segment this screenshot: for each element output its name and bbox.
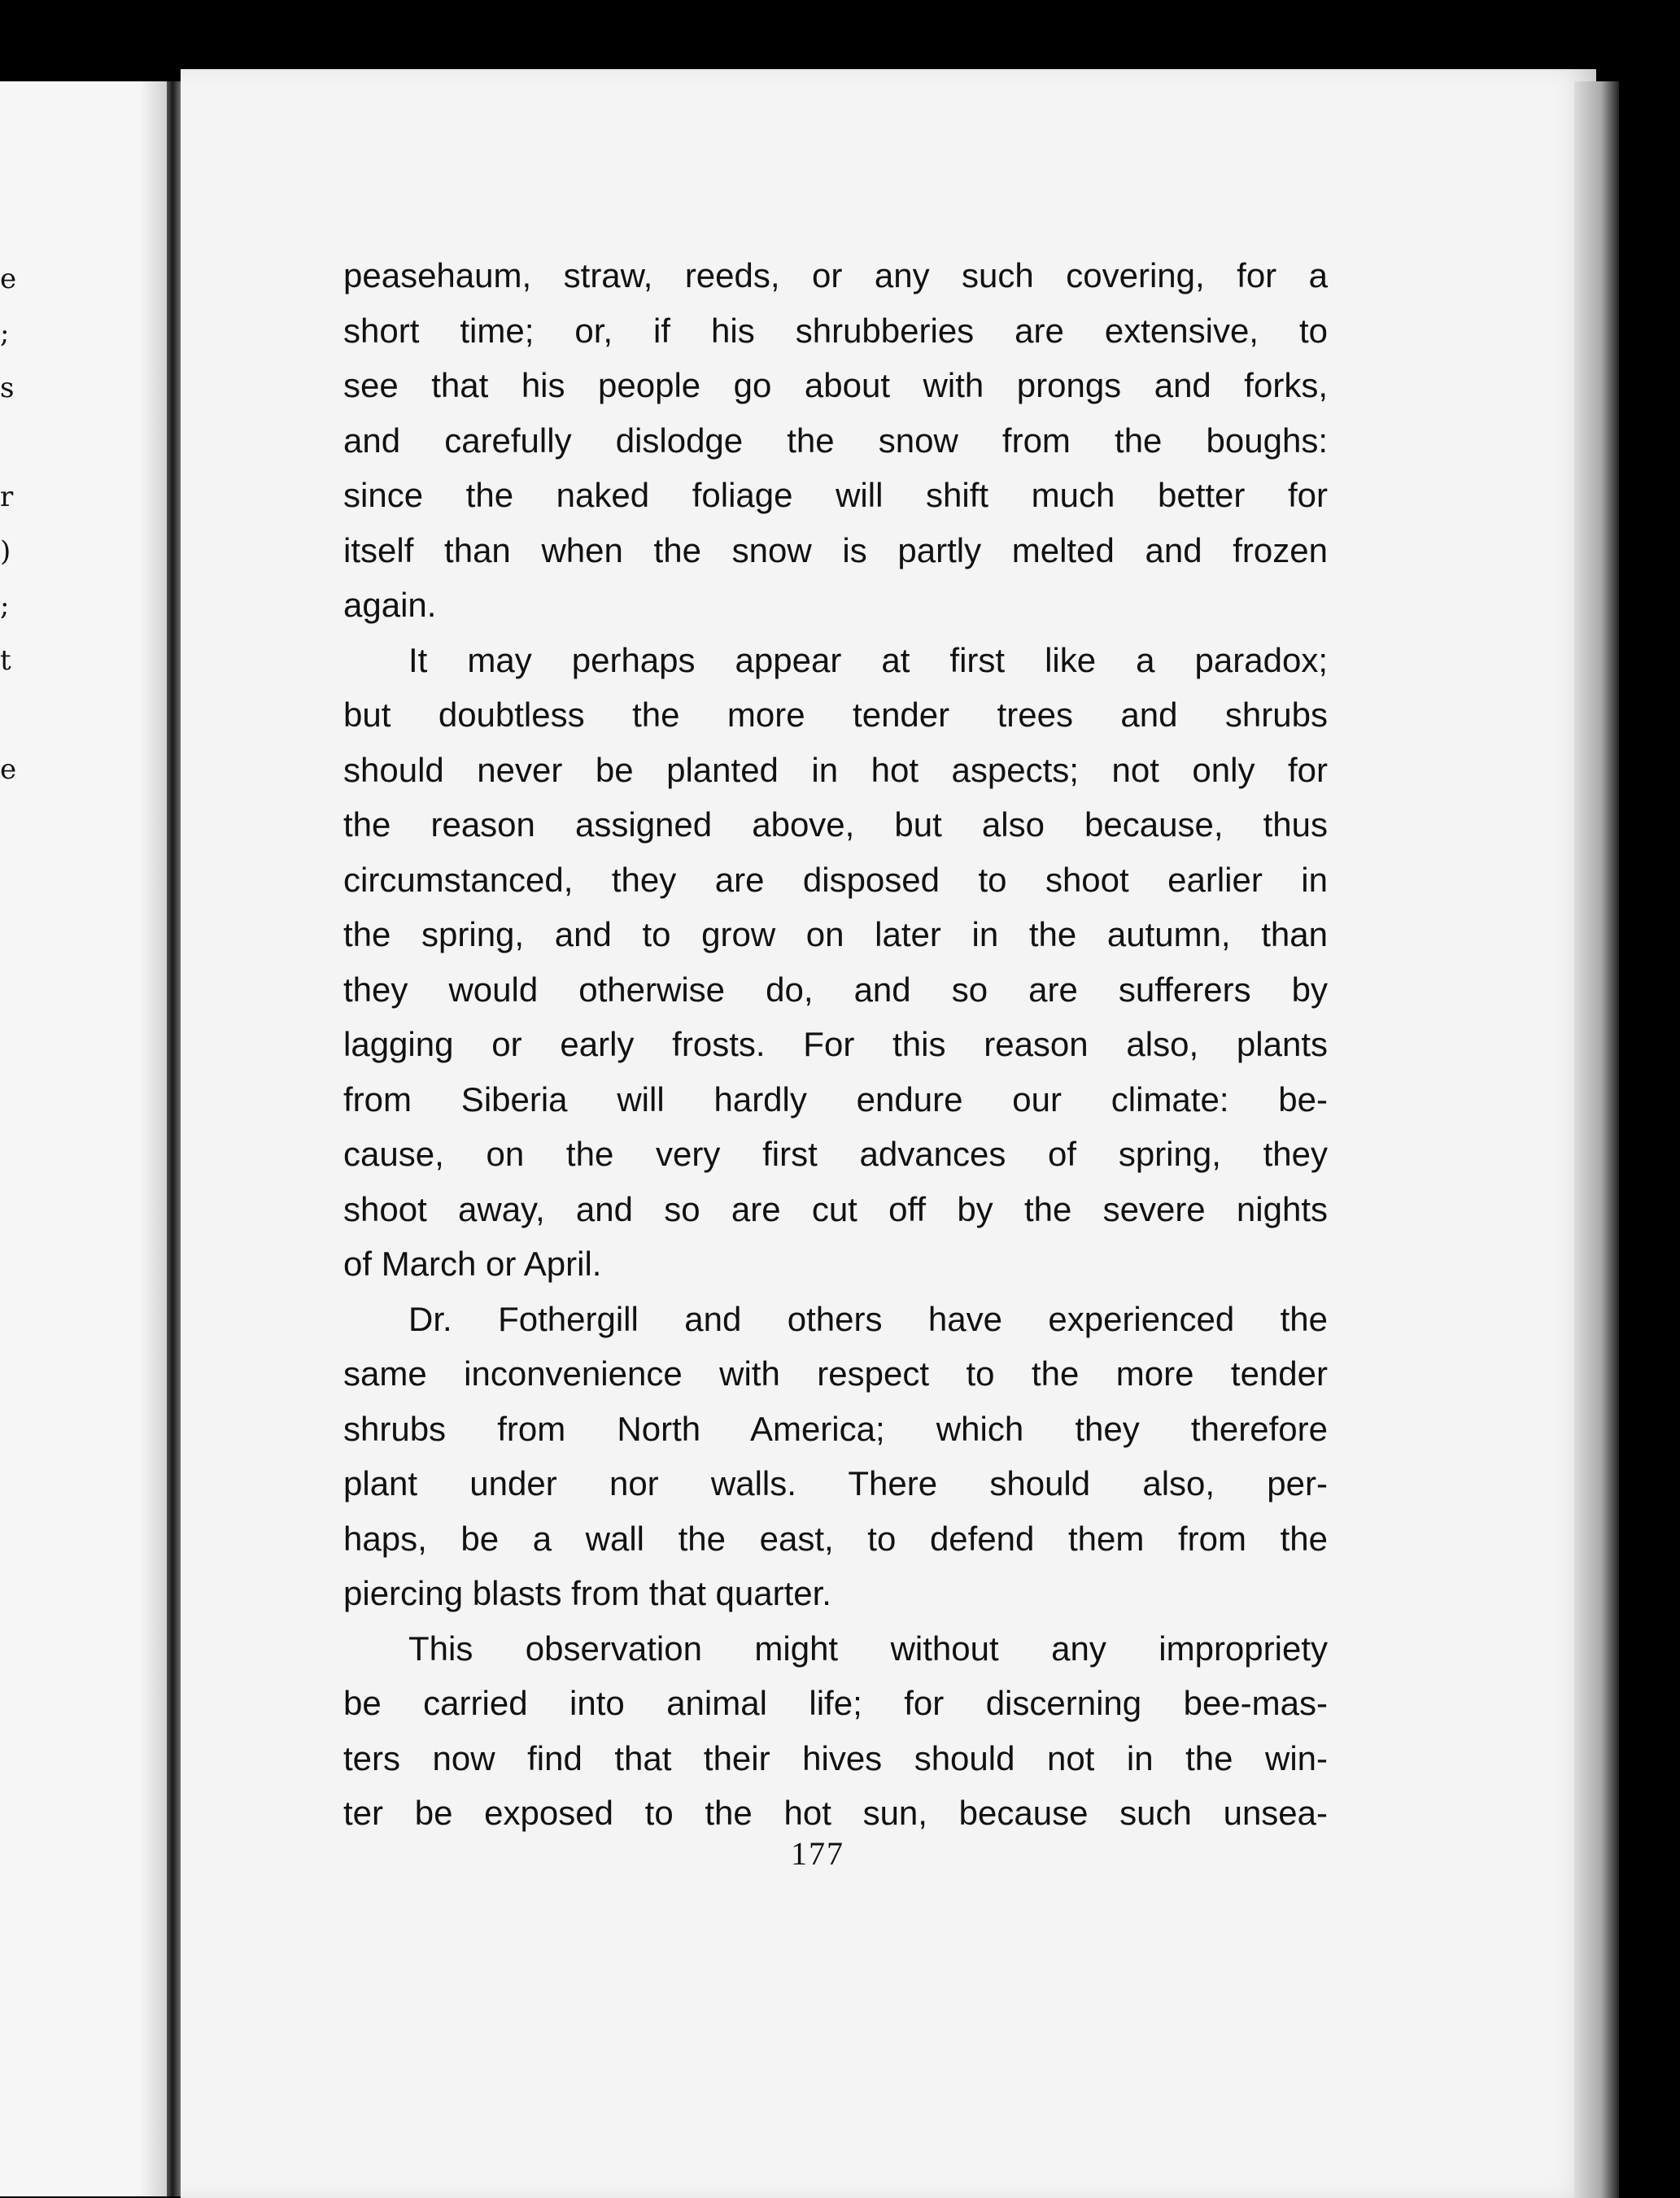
text-line: the spring, and to grow on later in the autumn, than xyxy=(343,915,1328,953)
text-line: ters now find that their hives should not in the win- xyxy=(343,1738,1328,1777)
page-fore-edge xyxy=(1574,81,1619,2198)
text-line: and carefully dislodge the snow from the boughs: xyxy=(343,421,1328,460)
text-line: again. xyxy=(343,586,437,624)
book-page xyxy=(181,69,1596,2198)
edge-char xyxy=(0,416,24,470)
text-line: the reason assigned above, but also because, thus xyxy=(343,805,1328,844)
previous-page-edge xyxy=(0,81,172,2196)
text-line: of March or April. xyxy=(343,1245,602,1283)
text-line: see that his people go about with prongs and forks, xyxy=(343,366,1328,404)
edge-char: e xyxy=(0,263,17,295)
text-line: they would otherwise do, and so are sufferers by xyxy=(343,970,1328,1009)
edge-char: ) xyxy=(0,535,11,568)
edge-char: r xyxy=(0,481,14,513)
text-line: from Siberia will hardly endure our climate: be- xyxy=(343,1079,1328,1119)
text-line: It may perhaps appear at first like a paradox; xyxy=(408,640,1328,679)
edge-char: t xyxy=(0,644,11,677)
text-line: plant under nor walls. There should also, per- xyxy=(343,1464,1328,1502)
text-line: This observation might without any impropriety xyxy=(408,1629,1328,1668)
previous-page-edge-text xyxy=(0,252,24,797)
text-line: circumstanced, they are disposed to shoot earlier in xyxy=(343,860,1328,899)
text-line: haps, be a wall the east, to defend them from the xyxy=(343,1519,1328,1558)
text-line: same inconvenience with respect to the more tender xyxy=(343,1354,1328,1393)
text-line: peasehaum, straw, reeds, or any such covering, for a xyxy=(343,256,1328,294)
edge-char: e xyxy=(0,753,17,786)
page-body-text xyxy=(343,248,1328,1841)
text-line: shrubs from North America; which they therefore xyxy=(343,1409,1328,1448)
book-gutter xyxy=(167,81,181,2196)
edge-char: s xyxy=(0,372,15,404)
edge-char: ; xyxy=(0,317,10,350)
text-line: Dr. Fothergill and others have experienced the xyxy=(408,1299,1328,1338)
text-line: itself than when the snow is partly melted and frozen xyxy=(343,530,1328,569)
edge-char xyxy=(0,688,24,743)
text-line: should never be planted in hot aspects; not only for xyxy=(343,750,1328,789)
text-line: cause, on the very first advances of spring, they xyxy=(343,1135,1328,1173)
text-line: shoot away, and so are cut off by the severe nights xyxy=(343,1189,1328,1228)
text-line: since the naked foliage will shift much better for xyxy=(343,476,1328,514)
text-line: piercing blasts from that quarter. xyxy=(343,1574,831,1612)
page-number: 177 xyxy=(791,1835,844,1872)
text-line: short time; or, if his shrubberies are extensive, to xyxy=(343,311,1328,350)
text-line: lagging or early frosts. For this reason also, plants xyxy=(343,1025,1328,1063)
text-line: be carried into animal life; for discerning bee-mas- xyxy=(343,1684,1328,1722)
text-line: but doubtless the more tender trees and shrubs xyxy=(343,696,1328,734)
edge-char: ; xyxy=(0,590,10,622)
text-line: ter be exposed to the hot sun, because such unsea- xyxy=(343,1794,1328,1832)
